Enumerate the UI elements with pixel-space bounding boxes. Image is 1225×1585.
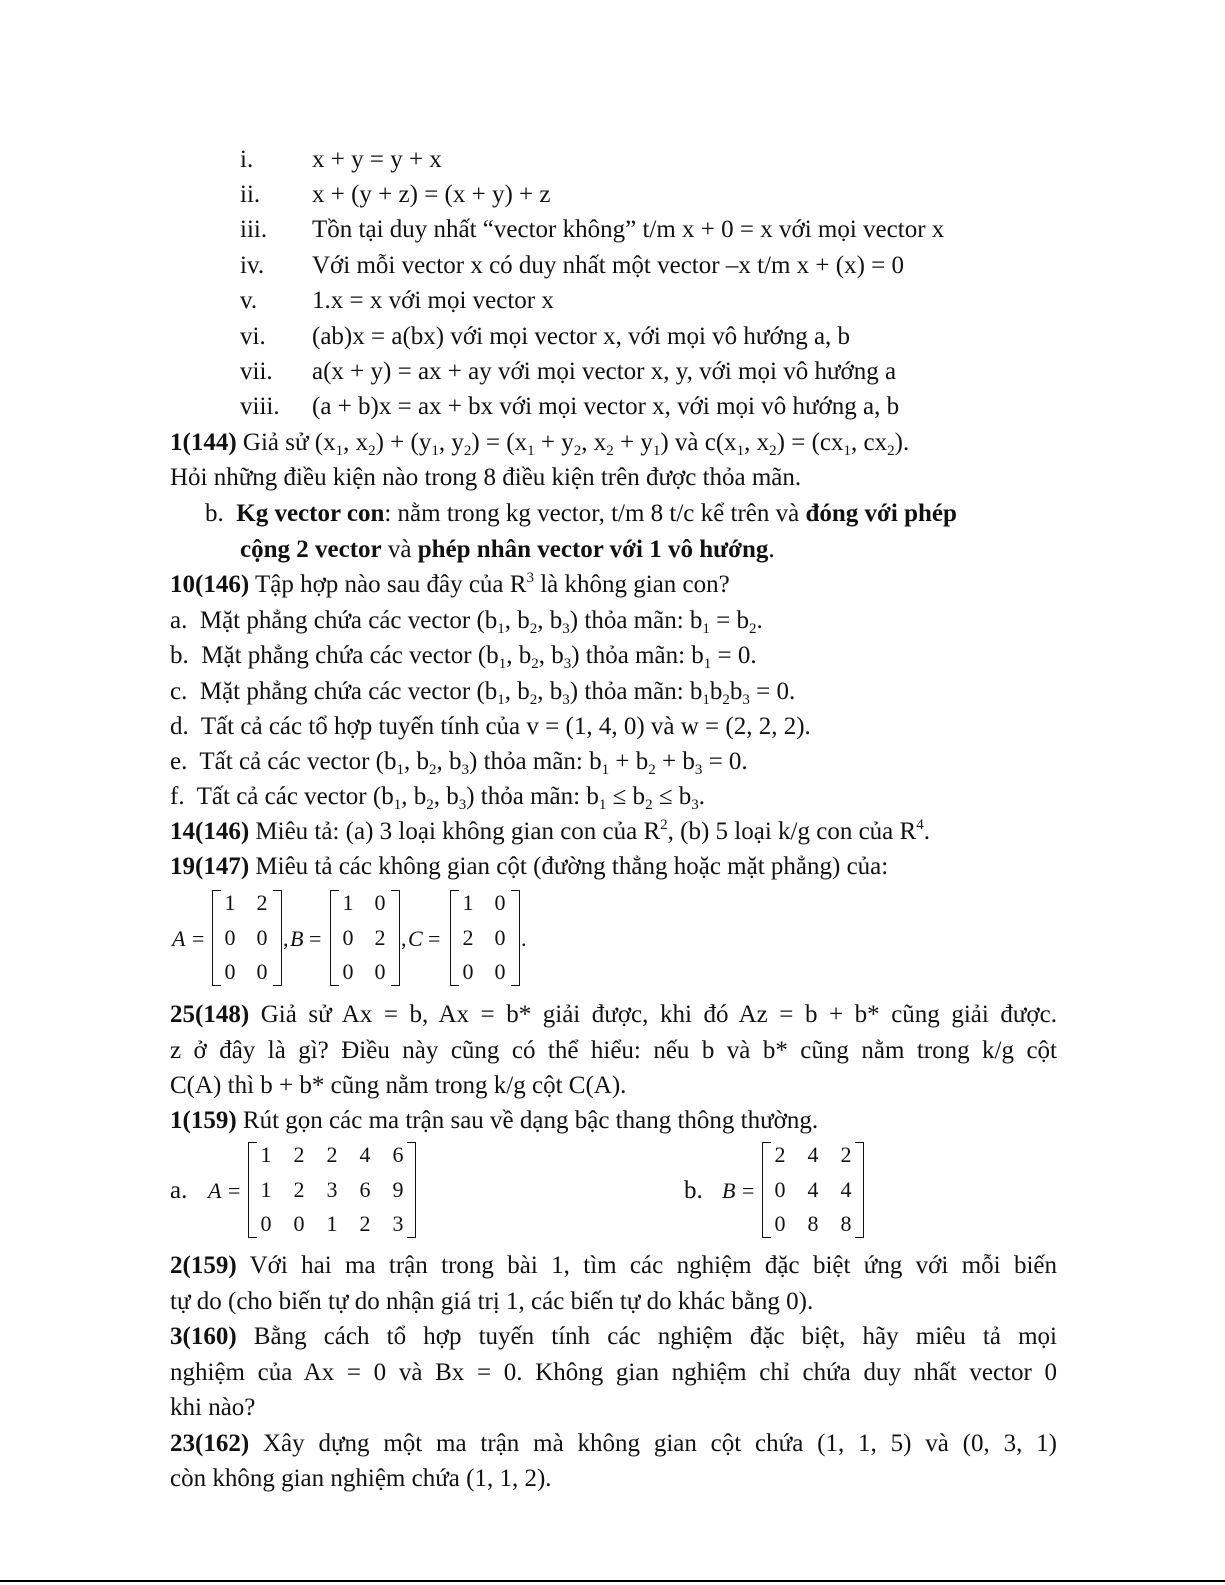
option-c: c. Mặt phẳng chứa các vector ($b_1$, $b_2$, $b_3$) thỏa mãn: $b_1b_2b_3 = 0$. [170, 678, 796, 708]
matrix-cell: 2 [774, 1142, 786, 1167]
matrix-label-b: B [722, 1178, 736, 1203]
problem-25-148-line3: C(A) thì b + b* cũng nằm trong k/g cột C(A). [170, 1072, 627, 1099]
matrix-cell: 0 [494, 959, 506, 984]
matrix-cell: 0 [224, 925, 236, 950]
matrix-label-c: C [408, 926, 423, 951]
matrix-cell: 2 [462, 925, 474, 950]
matrix-label-a: A [172, 926, 186, 951]
matrix-cell: 9 [392, 1177, 404, 1202]
problem-3-160-line3: khi nào? [170, 1394, 256, 1421]
matrix-cell: 0 [374, 890, 386, 915]
matrix-cell: 2 [293, 1142, 305, 1167]
matrix-cell: 4 [807, 1177, 819, 1202]
matrix-cell: 1 [224, 890, 236, 915]
problem-23-162: 23(162) Xây dựng một ma trận mà không gian cột chứa (1, 1, 5) và (0, 3, 1) [170, 1430, 1057, 1457]
matrix-cell: 0 [774, 1211, 786, 1236]
problem-25-148: 25(148) Giả sử Ax = b, Ax = b* giải được, khi đó Az = b + b* cũng giải được. [170, 1001, 1057, 1028]
matrix-a-159 [248, 1142, 416, 1238]
problem-3-160: 3(160) Bằng cách tổ hợp tuyến tính các nghiệm đặc biệt, hãy miêu tả mọi [170, 1323, 1057, 1350]
label-a: a. [170, 1177, 188, 1204]
matrix-cell: 1 [462, 890, 474, 915]
page-bottom-rule [0, 1580, 1225, 1582]
matrix-b-159 [762, 1142, 864, 1238]
problem-2-159: 2(159) Với hai ma trận trong bài 1, tìm các nghiệm đặc biệt ứng với mỗi biến [170, 1252, 1057, 1279]
matrix-cell: 2 [256, 890, 268, 915]
matrix-cell: 1 [260, 1177, 272, 1202]
equals-sign: = [428, 926, 441, 951]
matrix-cell: 0 [462, 959, 474, 984]
equals-sign: = [309, 926, 322, 951]
option-a: a. Mặt phẳng chứa các vector ($b_1$, $b_2$, $b_3$) thỏa mãn: $b_1 = b_2$. [170, 607, 763, 637]
right-bracket [391, 890, 400, 986]
problem-23-162-line2: còn không gian nghiệm chứa (1, 1, 2). [170, 1465, 552, 1492]
document-page: i. x + y = y + x ii. x + (y + z) = (x + y) + z iii. Tồn tại duy nhất “vector không” t/m x + 0 = x với mọi vector x iv. Với mỗi vector x có duy nhất một vector –x t/m x + (x) = 0 v. 1.x = x với mọi vector x vi. (ab)x = a(bx) với mọi vector x, với mọi vô hướng a, b vii. a(x + y) = ax + ay với mọi vector x, y, với mọi vô hướng a viii. (a + b)x = ax + bx với mọi vector x, với mọi vô hướng a, b 1(144) Giả sử ($x_1$, $x_2) + (y_1$, $y_2) = (x_1 + y_2$, $x_2 + y_1$) và $c(x_1$, $x_2) = (cx_1$, $cx_2$). Hỏi những điều kiện nào trong 8 điều kiện trên được thỏa mãn. b. Kg vector con: nằm trong kg vector, t/m 8 t/c kể trên và đóng với phép cộng 2 vector và phép nhân vector với 1 vô hướng. 10(146) Tập hợp nào sau đây của $R^3$ là không gian con? a. Mặt phẳng chứa các vector ($b_1$, $b_2$, $b_3$) thỏa mãn: $b_1 = b_2$. b. Mặt phẳng chứa các vector ($b_1$, $b_2$, $b_3$) thỏa mãn: $b_1 = 0$. c. Mặt phẳng chứa các vector ($b_1$, $b_2$, $b_3$) thỏa mãn: $b_1b_2b_3 = 0$. d. Tất cả các tổ hợp tuyến tính của v = (1, 4, 0) và w = (2, 2, 2). e. Tất cả các vector ($b_1$, $b_2$, $b_3$) thỏa mãn: $b_1 + b_2 + b_3 = 0$. f. Tất cả các vector ($b_1$, $b_2$, $b_3$) thỏa mãn: $b_1 \le b_2 \le b_3$. 14(146) Miêu tả: (a) 3 loại không gian con của $R^2$, (b) 5 loại k/g con của $R^4$. 19(147) Miêu tả các không gian cột (đường thẳng hoặc mặt phẳng) của: A = 1 2 0 0 0 0 , B = 1 0 0 2 0 0 , C = 1 0 2 0 0 0 . 25(148) Giả sử Ax = b, Ax = b* giải được, khi đó Az = b + b* cũng giải được. z ở đây là gì? Điều này cũng có thể hiểu: nếu b và b* cũng nằm trong k/g cột C(A) thì b + b* cũng nằm trong k/g cột C(A). 1(159) Rút gọn các ma trận sau về dạng bậc thang thông thường. a. A = 1 2 2 4 6 1 2 3 6 9 0 0 1 2 3 b. B = 2 4 2 0 4 4 0 8 8 2(159) Với hai ma trận trong bài 1, tìm các nghiệm đặc biệt ứng với mỗi biến tự do (cho biến tự do nhận giá trị 1, các biến tự do khác bằng 0). 3(160) Bằng cách tổ hợp tuyến tính các nghiệm đặc biệt, hãy miêu tả mọi nghiệm của Ax = 0 và Bx = 0. Không gian nghiệm chỉ chứa duy nhất vector 0 khi nào? 23(162) Xây dựng một ma trận mà không gian cột chứa (1, 1, 5) và (0, 3, 1) còn không gian nghiệm chứa (1, 1, 2). [0, 0, 1225, 1585]
matrix-cell: 2 [293, 1177, 305, 1202]
section-b-line2: cộng 2 vector và phép nhân vector với 1 vô hướng. [240, 536, 775, 563]
option-d: d. Tất cả các tổ hợp tuyến tính của v = (1, 4, 0) và w = (2, 2, 2). [170, 713, 811, 740]
matrix-c [450, 890, 520, 986]
matrix-label-b: B [290, 926, 304, 951]
matrix-cell: 0 [374, 959, 386, 984]
matrix-a [212, 890, 282, 986]
period: . [521, 926, 527, 951]
matrix-cell: 0 [256, 925, 268, 950]
matrix-cell: 8 [807, 1211, 819, 1236]
option-b: b. Mặt phẳng chứa các vector ($b_1$, $b_2$, $b_3$) thỏa mãn: $b_1 = 0$. [170, 642, 757, 672]
matrix-cell: 3 [392, 1211, 404, 1236]
option-e: e. Tất cả các vector ($b_1$, $b_2$, $b_3$) thỏa mãn: $b_1 + b_2 + b_3 = 0$. [170, 748, 748, 778]
matrix-cell: 1 [326, 1211, 338, 1236]
problem-1-159: 1(159) Rút gọn các ma trận sau về dạng bậc thang thông thường. [170, 1107, 819, 1134]
comma: , [283, 926, 289, 951]
matrix-cell: 1 [342, 890, 354, 915]
matrix-cell: 0 [342, 959, 354, 984]
problem-2-159-line2: tự do (cho biến tự do nhận giá trị 1, các biến tự do khác bằng 0). [170, 1288, 814, 1315]
problem-25-148-line2: z ở đây là gì? Điều này cũng có thể hiểu: nếu b và b* cũng nằm trong k/g cột [170, 1037, 1057, 1064]
problem-3-160-line2: nghiệm của Ax = 0 và Bx = 0. Không gian nghiệm chỉ chứa duy nhất vector 0 [170, 1359, 1057, 1386]
matrix-cell: 8 [840, 1211, 852, 1236]
matrix-cell: 4 [840, 1177, 852, 1202]
problem-19-147: 19(147) Miêu tả các không gian cột (đường thẳng hoặc mặt phẳng) của: [170, 853, 889, 880]
matrix-cell: 2 [840, 1142, 852, 1167]
matrix-cell: 0 [224, 959, 236, 984]
section-b-heading: b. Kg vector con: nằm trong kg vector, t/m 8 t/c kể trên và đóng với phép [205, 500, 957, 527]
matrix-cell: 0 [293, 1211, 305, 1236]
problem-1-144-line2: Hỏi những điều kiện nào trong 8 điều kiện trên được thỏa mãn. [170, 464, 802, 491]
equals-sign: = [192, 926, 205, 951]
matrix-cell: 4 [359, 1142, 371, 1167]
matrix-cell: 3 [326, 1177, 338, 1202]
comma: , [401, 926, 407, 951]
option-f: f. Tất cả các vector ($b_1$, $b_2$, $b_3$) thỏa mãn: $b_1 \le b_2 \le b_3$. [170, 783, 706, 813]
matrix-cell: 0 [256, 959, 268, 984]
problem-14-146: 14(146) Miêu tả: (a) 3 loại không gian con của $R^2$, (b) 5 loại k/g con của $R^4$. [170, 817, 930, 845]
matrix-cell: 6 [392, 1142, 404, 1167]
matrix-cell: 0 [494, 925, 506, 950]
matrix-cell: 6 [359, 1177, 371, 1202]
matrix-cell: 0 [260, 1211, 272, 1236]
matrix-cell: 4 [807, 1142, 819, 1167]
matrix-cell: 0 [494, 890, 506, 915]
matrix-cell: 2 [326, 1142, 338, 1167]
right-bracket [273, 890, 282, 986]
matrix-label-a: A [208, 1178, 222, 1203]
label-b: b. [684, 1177, 703, 1204]
matrix-cell: 2 [359, 1211, 371, 1236]
equals-sign: = [228, 1178, 241, 1203]
matrix-cell: 2 [374, 925, 386, 950]
equals-sign: = [742, 1178, 755, 1203]
matrix-cell: 0 [342, 925, 354, 950]
matrix-b [330, 890, 400, 986]
right-bracket [511, 890, 520, 986]
problem-10-146: 10(146) Tập hợp nào sau đây của $R^3$ là không gian con? [170, 570, 730, 598]
problem-1-144: 1(144) Giả sử ($x_1$, $x_2) + (y_1$, $y_2) = (x_1 + y_2$, $x_2 + y_1$) và $c(x_1$, $x_2) = (cx_1$, $cx_2$). [170, 429, 910, 459]
matrix-cell: 0 [774, 1177, 786, 1202]
matrix-cell: 1 [260, 1142, 272, 1167]
